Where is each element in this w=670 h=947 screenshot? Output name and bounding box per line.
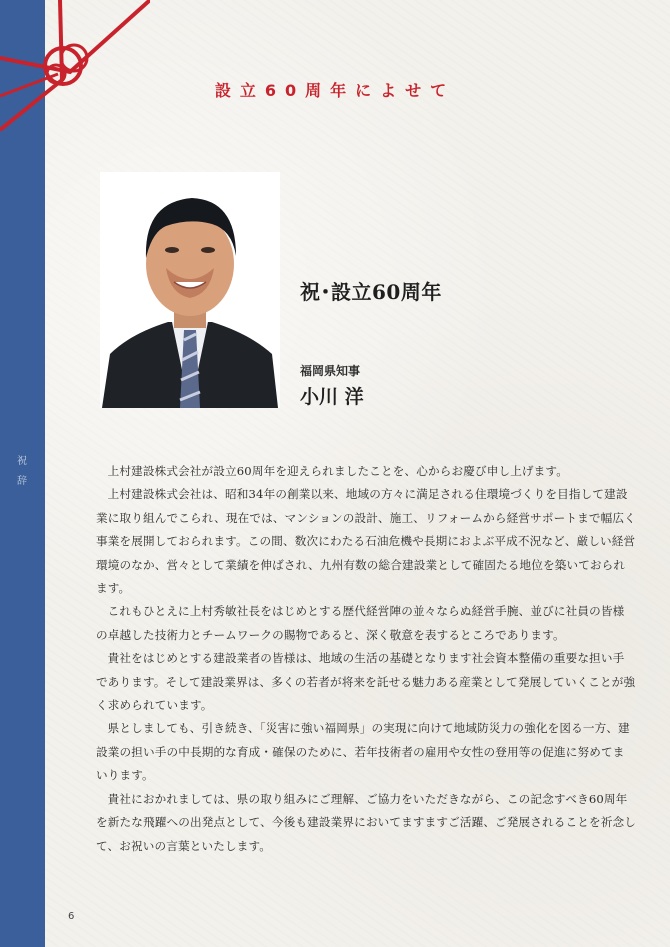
page-number: 6 [68,911,75,922]
message-body [96,460,636,858]
paragraph: これもひとえに上村秀敏社長をはじめとする歴代経営陣の並々ならぬ経営手腕、並びに社員の皆様の卓越した技術力とチームワークの賜物であると、深く敬意を表するところであります。 [96,604,625,642]
paragraph: 県としましても、引き続き、「災害に強い福岡県」の実現に向けて地域防災力の強化を図る一方、建設業の担い手の中長期的な育成・確保のために、若年技術者の雇用や女性の登用等の促進に努めてまいります。 [96,721,630,783]
author-role: 福岡県知事 [300,364,361,378]
section-heading: 設立60周年によせて [214,81,456,100]
author-name: 小川 洋 [300,386,364,408]
governor-portrait [100,172,280,408]
paragraph: 貴社をはじめとする建設業者の皆様は、地域の生活の基礎となります社会資本整備の重要な担い手であります。そして建設業界は、多くの若者が将来を託せる魅力ある産業として発展していくことが強く求められています。 [96,651,636,713]
mizuhiki-cord-decoration [0,0,150,150]
article-title: 祝･設立60周年 [300,280,442,304]
paragraph: 上村建設株式会社が設立60周年を迎えられましたことを、心からお慶び申し上げます。 [107,464,568,478]
side-label: 祝 辞 [17,456,27,487]
paragraph: 上村建設株式会社は、昭和34年の創業以来、地域の方々に満足される住環境づくりを目指して建設業に取り組んでこられ、現在では、マンションの設計、施工、リフォームから経営サポートまで幅広く事業を展開しておられます。この間、数次にわたる石油危機や長期におよぶ平成不況など、厳しい経営環境のなか、営々として業績を伸ばされ、九州有数の総合建設業として確固たる地位を築いておられます。 [96,487,636,596]
paragraph: 貴社におかれましては、県の取り組みにご理解、ご協力をいただきながら、この記念すべき60周年を新たな飛躍への出発点として、今後も建設業界においてますますご活躍、ご発展されることを祈念して、お祝いの言葉といたします。 [96,791,636,853]
